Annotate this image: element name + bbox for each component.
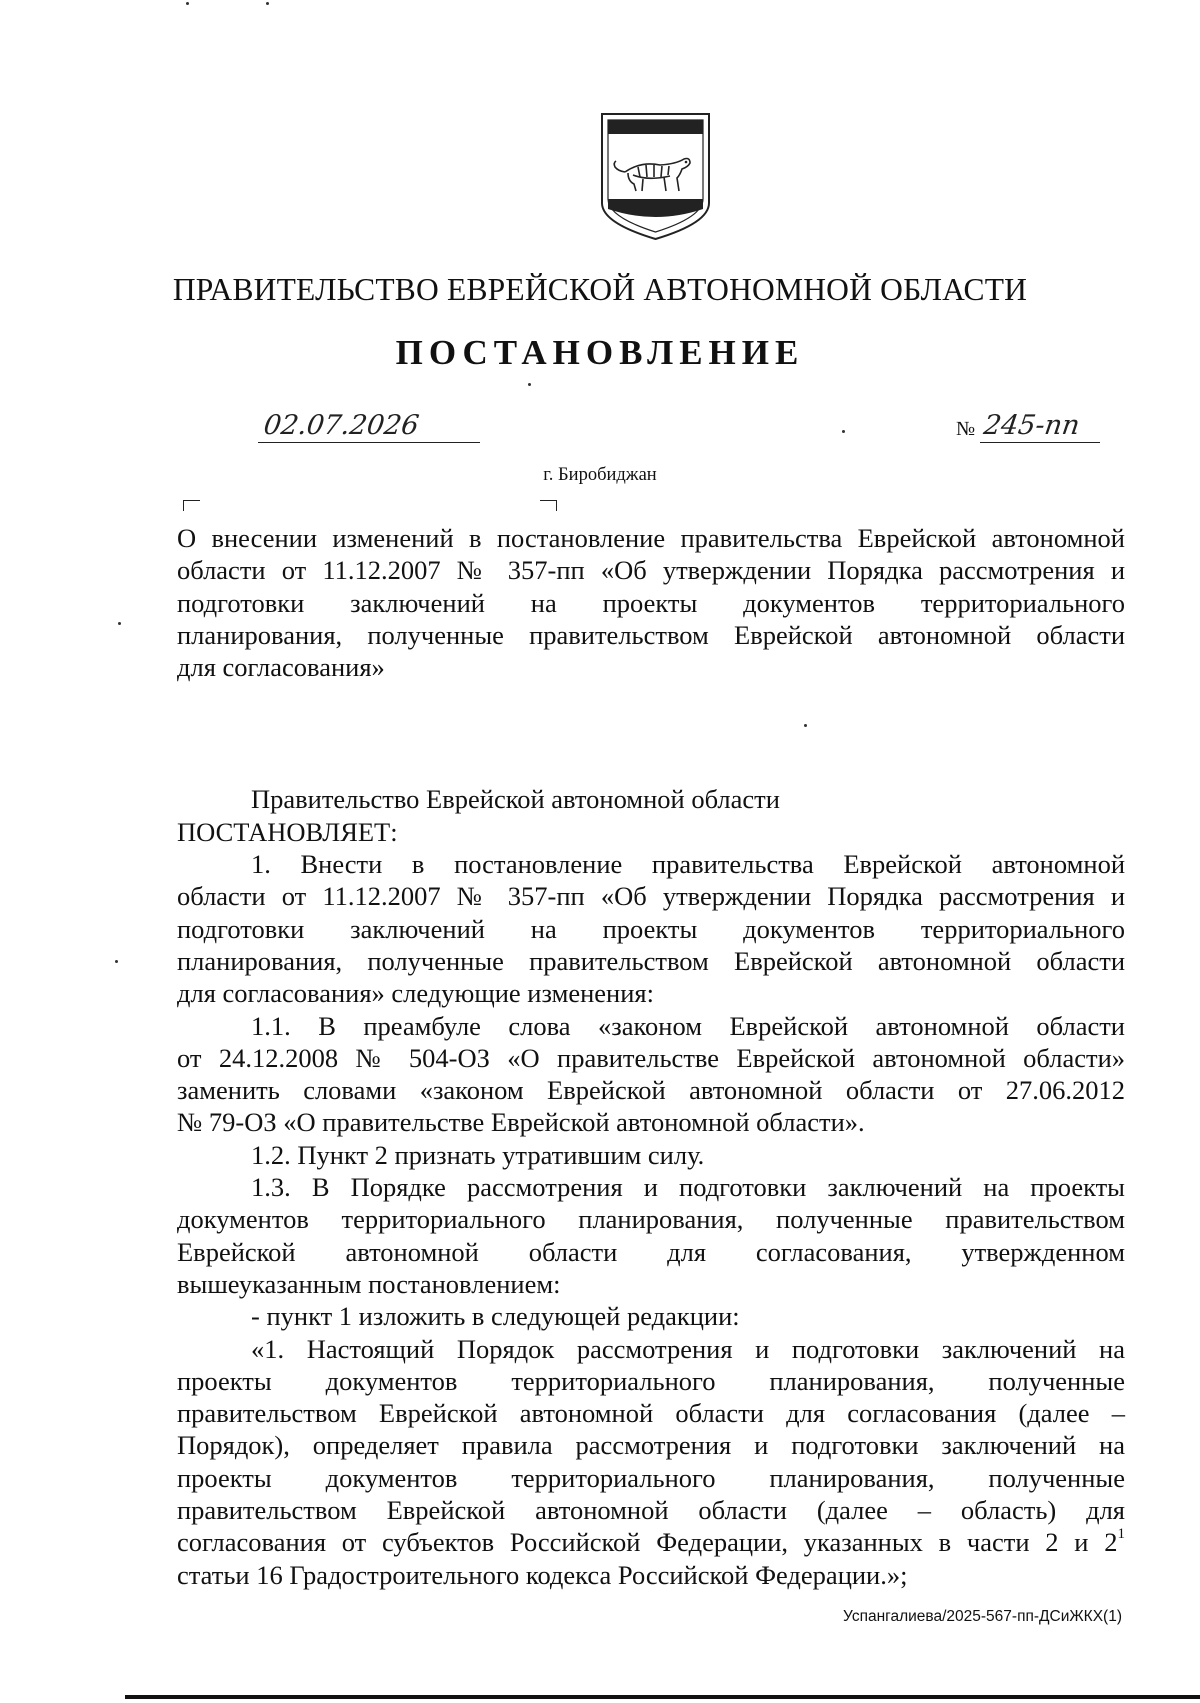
paragraph-line: 1. Внести в постановление правительства Еврейской автономной	[251, 849, 1125, 880]
paragraph-line: правительством Еврейской автономной области (далее – область) для	[177, 1495, 1125, 1526]
paragraph-1-1	[177, 1010, 1125, 1139]
handwritten-number: 245-пп	[981, 410, 1082, 441]
footer-reference: Успангалиева/2025-567-пп-ДСиЖКХ(1)	[843, 1608, 1122, 1625]
subject-line: области от 11.12.2007 № 357-пп «Об утверждении Порядка рассмотрения и	[177, 555, 1125, 586]
paragraph-line: планирования, полученные правительством Еврейской автономной области	[177, 945, 1125, 976]
scan-speck	[266, 2, 269, 5]
subject-line: О внесении изменений в постановление правительства Еврейской автономной	[177, 523, 1125, 553]
paragraph-1-2: 1.2. Пункт 2 признать утратившим силу.	[251, 1139, 705, 1170]
paragraph-line: «1. Настоящий Порядок рассмотрения и подготовки заключений на	[251, 1333, 1125, 1364]
scan-speck	[804, 724, 807, 727]
subject-title	[177, 522, 1125, 683]
government-title: ПРАВИТЕЛЬСТВО ЕВРЕЙСКОЙ АВТОНОМНОЙ ОБЛАСТИ	[172, 272, 1028, 307]
paragraph-1	[177, 848, 1125, 1009]
bottom-scan-edge	[125, 1695, 1200, 1699]
scan-speck	[528, 383, 531, 386]
preamble-decree: ПОСТАНОВЛЯЕТ:	[177, 816, 398, 847]
paragraph-line: проекты документов территориального планирования, полученные	[177, 1365, 1125, 1396]
scan-speck	[842, 430, 845, 433]
list-item: - пункт 1 изложить в следующей редакции:	[251, 1301, 740, 1332]
scan-speck	[115, 960, 118, 963]
paragraph-line: документов территориального планирования, полученные правительством	[177, 1204, 1125, 1235]
paragraph-line: 1.3. В Порядке рассмотрения и подготовки заключений на проекты	[251, 1172, 1125, 1203]
title-bracket-right	[540, 500, 557, 511]
subject-line: планирования, полученные правительством Еврейской автономной области	[177, 619, 1125, 650]
document-date-field	[258, 400, 480, 443]
city-line: г. Биробиджан	[543, 465, 657, 485]
handwritten-date: 02.07.2026	[261, 410, 421, 441]
paragraph-line: для согласования» следующие изменения:	[177, 978, 654, 1009]
scan-speck	[118, 622, 121, 625]
paragraph-line: подготовки заключений на проекты документов территориального	[177, 913, 1125, 944]
scan-speck	[186, 2, 189, 5]
paragraph-line: правительством Еврейской автономной области для согласования (далее –	[177, 1398, 1125, 1429]
paragraph-line: заменить словами «законом Еврейской автономной области от 27.06.2012	[177, 1075, 1125, 1106]
title-bracket-left	[183, 500, 200, 511]
tiger-coat-of-arms-icon	[598, 111, 713, 243]
paragraph-line	[177, 1526, 1125, 1558]
paragraph-line: проекты документов территориального планирования, полученные	[177, 1462, 1125, 1493]
paragraph-line: статьи 16 Градостроительного кодекса Российской Федерации.»;	[177, 1559, 908, 1590]
paragraph-line: Порядок), определяет правила рассмотрения и подготовки заключений на	[177, 1430, 1125, 1461]
quoted-paragraph	[177, 1333, 1125, 1591]
superscript: 1	[1117, 1526, 1125, 1543]
number-label: №	[956, 418, 976, 440]
paragraph-line-text: согласования от субъектов Российской Федерации, указанных в части 2 и 2	[177, 1527, 1118, 1558]
subject-line: для согласования»	[177, 652, 385, 683]
subject-line: подготовки заключений на проекты документов территориального	[177, 587, 1125, 618]
paragraph-1-3	[177, 1171, 1125, 1300]
paragraph-line: № 79-ОЗ «О правительстве Еврейской автономной области».	[177, 1107, 865, 1138]
paragraph-line: Еврейской автономной области для согласования, утвержденном	[177, 1236, 1125, 1267]
document-type-title: ПОСТАНОВЛЕНИЕ	[395, 333, 805, 372]
document-body	[177, 522, 1125, 1591]
paragraph-line: вышеуказанным постановлением:	[177, 1268, 561, 1299]
paragraph-line: области от 11.12.2007 № 357-пп «Об утверждении Порядка рассмотрения и	[177, 881, 1125, 912]
paragraph-line: 1.1. В преамбуле слова «законом Еврейской автономной области	[251, 1010, 1125, 1041]
spacer	[177, 683, 1125, 783]
paragraph-line: от 24.12.2008 № 504-ОЗ «О правительстве Еврейской автономной области»	[177, 1042, 1125, 1073]
preamble-line: Правительство Еврейской автономной области	[251, 784, 780, 815]
document-number-field	[980, 400, 1100, 443]
